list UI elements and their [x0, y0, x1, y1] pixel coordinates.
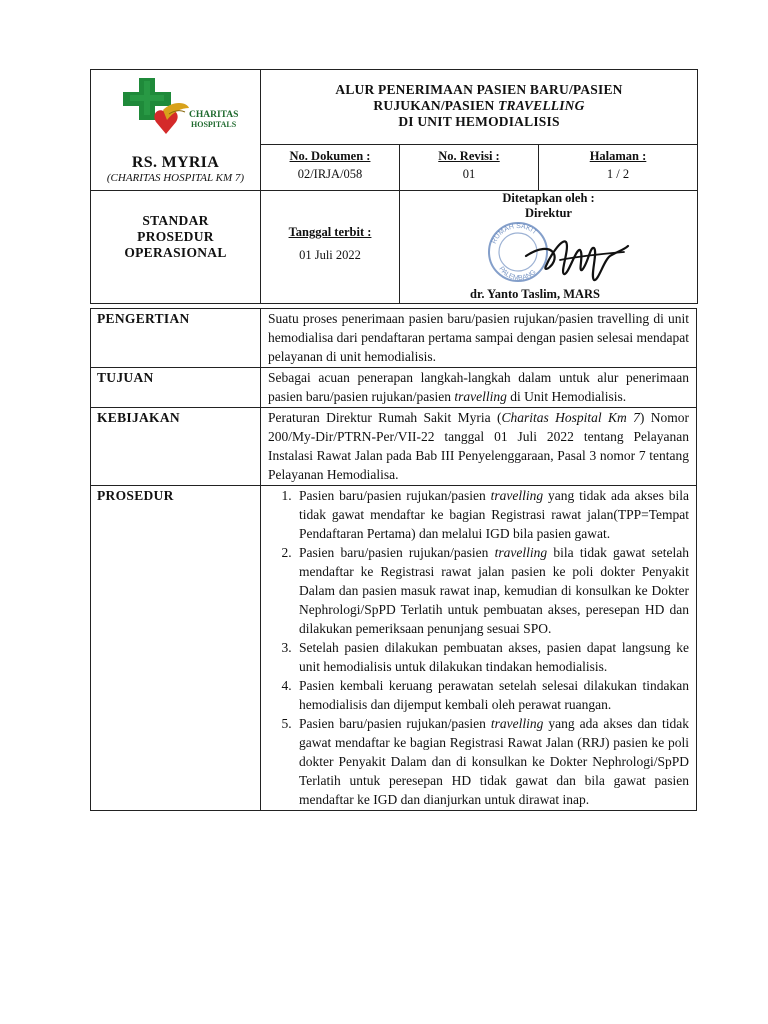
spo-document	[90, 69, 697, 811]
hospital-identity-cell	[91, 70, 261, 191]
section-label-pengertian: PENGERTIAN	[91, 309, 261, 367]
section-row-pengertian	[91, 309, 696, 367]
step-1-text: Pasien baru/pasien rujukan/pasien	[299, 488, 491, 503]
step-2-italic: travelling	[494, 545, 548, 560]
title-line-3: DI UNIT HEMODIALISIS	[398, 114, 560, 129]
section-text-kebijakan	[261, 408, 696, 485]
section-text-tujuan	[261, 368, 696, 407]
section-row-prosedur	[91, 485, 696, 810]
step-1-text-post: yang tidak ada akses bila tidak gawat mendaftar ke bagian Registrasi rawat jalan(TPP=Tempat Pendaftaran Pertama) dan melalui IGD bila pasien gawat.	[299, 488, 689, 541]
step-5-italic: travelling	[490, 716, 544, 731]
procedure-step	[295, 638, 689, 676]
approved-by-heading	[400, 191, 697, 221]
kebijakan-text-italic: Charitas Hospital Km 7	[501, 410, 640, 425]
title-line-1: ALUR PENERIMAAN PASIEN BARU/PASIEN	[335, 82, 623, 97]
tujuan-text-italic: travelling	[454, 389, 507, 404]
signer-name: dr. Yanto Taslim, MARS	[470, 287, 601, 301]
step-2-text: Pasien baru/pasien rujukan/pasien	[299, 545, 495, 560]
procedure-step	[295, 486, 689, 543]
approved-by-label: Ditetapkan oleh :	[502, 191, 595, 205]
document-title-cell	[261, 70, 698, 145]
doc-number-label: No. Dokumen :	[289, 149, 371, 163]
tujuan-text-post: di Unit Hemodialisis.	[506, 389, 627, 404]
spo-heading	[91, 191, 260, 261]
title-line-2-text: RUJUKAN/PASIEN	[373, 98, 499, 113]
hospital-subtitle: (CHARITAS HOSPITAL KM 7)	[106, 172, 245, 184]
issue-date-cell	[261, 191, 400, 304]
title-line-2-italic: TRAVELLING	[498, 98, 585, 113]
revision-value: 01	[462, 167, 476, 181]
revision-label: No. Revisi :	[438, 149, 500, 163]
spo-line-3: OPERASIONAL	[124, 245, 227, 260]
kebijakan-text-pre: Peraturan Direktur Rumah Sakit Myria (	[268, 410, 502, 425]
document-header-table	[90, 69, 698, 304]
stamp-text-bottom: PALEMBANG	[497, 265, 538, 283]
issue-date-value: 01 Juli 2022	[299, 248, 361, 262]
section-label-prosedur: PROSEDUR	[91, 486, 261, 810]
page-label: Halaman :	[589, 149, 647, 163]
section-text-pengertian: Suatu proses penerimaan pasien baru/pasien rujukan/pasien travelling di unit hemodialisa dari pendaftaran pertama sampai dengan pasien selesai mendapat pelayanan di unit hemodialisis.	[268, 311, 689, 364]
procedure-step	[295, 714, 689, 809]
step-4-text: Pasien kembali keruang perawatan setelah selesai dilakukan tindakan hemodialisis dan dijemput kembali oleh perawat ruangan.	[299, 678, 689, 712]
spo-cell	[91, 191, 261, 304]
kebijakan-text-post: ) Nomor 200/My-Dir/PTRN-Per/VII-22 tanggal 01 Juli 2022 tentang Pelayanan Instalasi Rawat Jalan pada Bab III Penyelenggaraan, Pasal 3 nomor 7 tentang Pelayanan Hemodialisa.	[268, 410, 689, 482]
procedure-content-table	[90, 308, 697, 811]
approval-cell	[400, 191, 698, 304]
procedure-steps-list	[268, 486, 689, 809]
approval-block	[400, 191, 697, 301]
logo-text-hospitals: HOSPITALS	[190, 120, 236, 129]
section-label-kebijakan: KEBIJAKAN	[91, 408, 261, 485]
page-cell	[539, 145, 698, 191]
approved-by-role: Direktur	[525, 206, 572, 220]
spo-line-1: STANDAR	[142, 213, 209, 228]
step-3-text: Setelah pasien dilakukan pembuatan akses, pasien dapat langsung ke unit hemodialisis untuk dilakukan tindakan hemodialisis.	[299, 640, 689, 674]
revision-cell	[400, 145, 539, 191]
hospital-logo	[91, 70, 260, 150]
page-value: 1 / 2	[606, 167, 630, 181]
doc-number-cell	[261, 145, 400, 191]
section-row-kebijakan	[91, 407, 696, 485]
step-2-text-post: bila tidak gawat setelah mendaftar ke Registrasi rawat jalan pasien ke poli dokter Penyakit Dalam dan pasien masuk rawat inap, kemudian di konsulkan ke Dokter Nephrologi/SpPD Terlatih untuk pembuatan akses, peresepan HD dan dilakukan pemeriksaan penunjang sesuai SPO.	[299, 545, 690, 636]
hospital-name: RS. MYRIA	[131, 154, 220, 171]
section-text-prosedur	[261, 486, 696, 810]
charitas-logo-icon	[111, 70, 241, 150]
step-5-text: Pasien baru/pasien rujukan/pasien	[299, 716, 491, 731]
director-signature-icon	[520, 226, 630, 288]
step-5-text-post: yang ada akses dan tidak gawat mendaftar ke bagian Registrasi Rawat Jalan (RRJ) pasien ke poli dokter Penyakit Dalam dan di konsulkan ke Dokter Nephrologi/SpPD Terlatih untuk peresepan HD tidak gawat dan bila gawat pasien mendaftar ke IGD dan dianjurkan untuk dirawat inap.	[299, 716, 690, 807]
section-label-tujuan: TUJUAN	[91, 368, 261, 407]
step-1-italic: travelling	[490, 488, 544, 503]
procedure-step	[295, 676, 689, 714]
procedure-step	[295, 543, 689, 638]
spo-line-2: PROSEDUR	[137, 229, 214, 244]
document-title	[261, 70, 697, 130]
logo-text-charitas: CHARITAS	[188, 110, 238, 120]
doc-number-value: 02/IRJA/058	[297, 167, 363, 181]
section-row-tujuan	[91, 367, 696, 407]
tujuan-text-pre: Sebagai acuan penerapan langkah-langkah dalam untuk alur penerimaan pasien baru/pasien rujukan/pasien	[268, 370, 689, 404]
title-line-2	[261, 98, 697, 114]
stamp-text-top: RUMAH SAKIT	[490, 222, 538, 245]
issue-date-label: Tanggal terbit :	[288, 225, 372, 239]
